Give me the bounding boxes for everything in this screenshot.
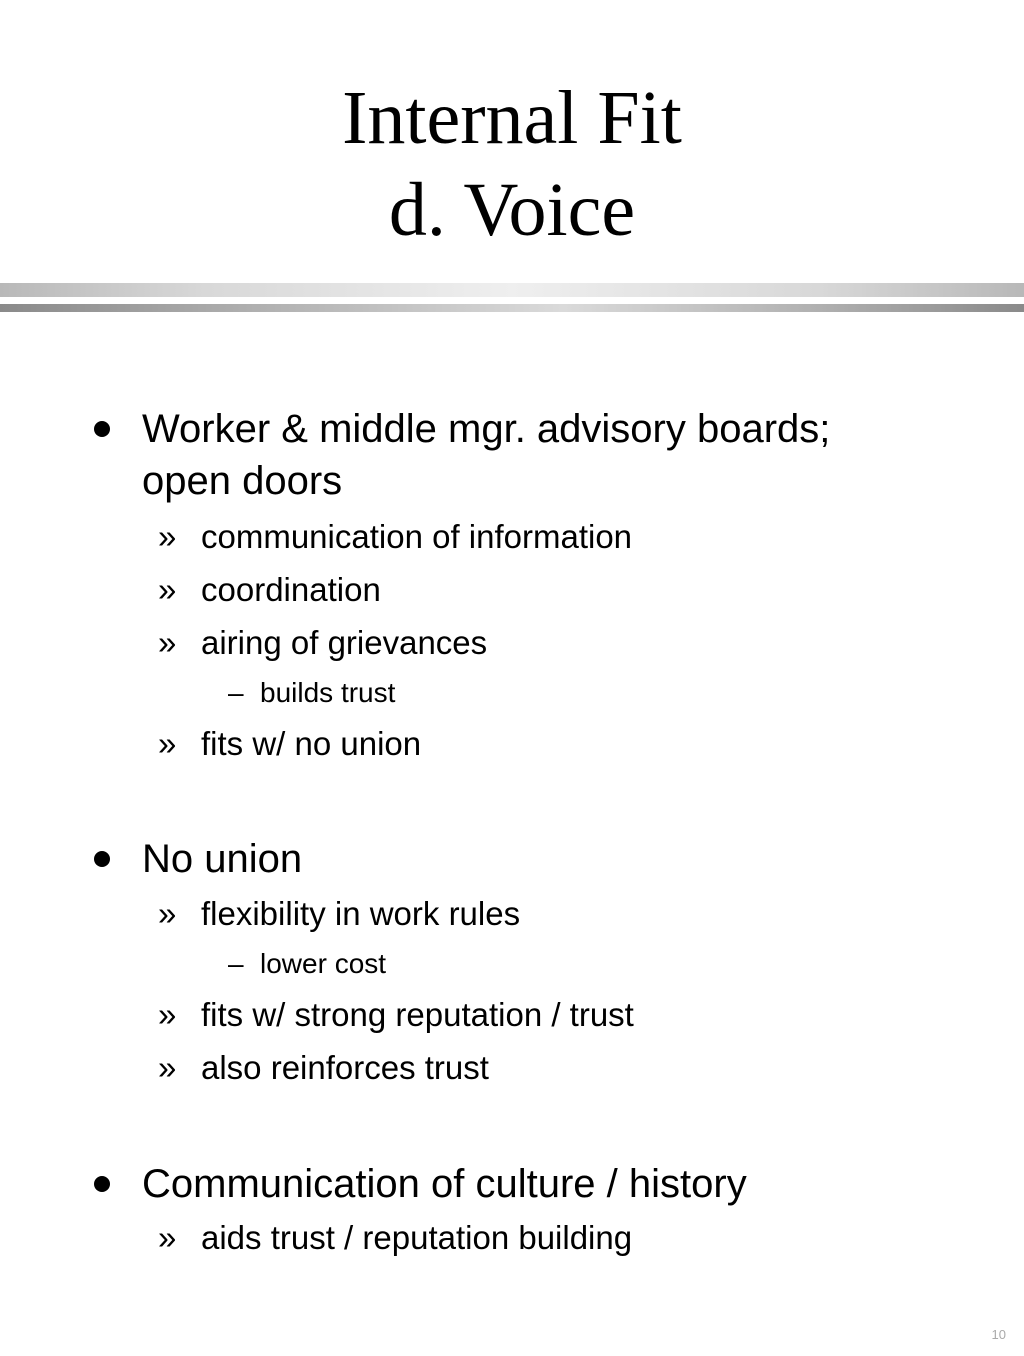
sub-bullet-marker: » (158, 725, 177, 762)
bullet-3-text: Communication of culture / history (142, 1162, 747, 1206)
bullet-2-text: No union (142, 837, 303, 881)
sub-sub-bullet-item: builds trust (260, 677, 396, 708)
title-line-1: Internal Fit (342, 76, 682, 160)
sub-bullet-marker: » (158, 996, 177, 1033)
sub-sub-bullet-marker: – (228, 677, 244, 708)
bullet-dot-icon (94, 421, 110, 437)
sub-bullet-item: flexibility in work rules (201, 895, 521, 932)
sub-bullet-item: fits w/ strong reputation / trust (201, 996, 634, 1033)
sub-bullet-marker: » (158, 518, 177, 555)
sub-bullet-marker: » (158, 624, 177, 661)
page-number: 10 (991, 1327, 1006, 1342)
bullet-1-line-2: open doors (142, 459, 343, 503)
sub-bullet-item: communication of information (201, 518, 633, 555)
title-divider-bottom (0, 304, 1024, 312)
sub-bullet-marker: » (158, 1049, 177, 1086)
title-line-2: d. Voice (388, 168, 636, 252)
sub-bullet-item: airing of grievances (201, 624, 488, 661)
sub-bullet-item: aids trust / reputation building (201, 1219, 633, 1256)
sub-bullet-item: fits w/ no union (201, 725, 422, 762)
sub-bullet-marker: » (158, 1219, 177, 1256)
bullet-1-line-1: Worker & middle mgr. advisory boards; (142, 407, 831, 451)
sub-bullet-item: coordination (201, 571, 381, 608)
bullet-dot-icon (94, 851, 110, 867)
sub-sub-bullet-item: lower cost (260, 948, 387, 979)
sub-sub-bullet-marker: – (228, 948, 244, 979)
title-divider-top (0, 283, 1024, 297)
bullet-dot-icon (94, 1176, 110, 1192)
slide-title (0, 72, 1024, 256)
sub-bullet-marker: » (158, 571, 177, 608)
sub-bullet-marker: » (158, 895, 177, 932)
sub-bullet-item: also reinforces trust (201, 1049, 489, 1086)
